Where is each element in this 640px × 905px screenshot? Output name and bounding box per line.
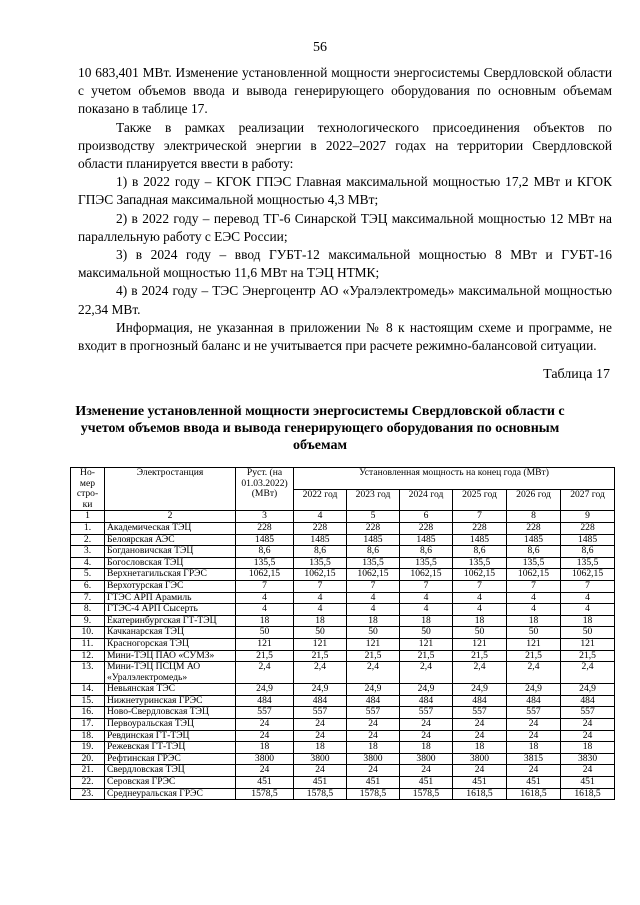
column-numbers-row xyxy=(71,511,615,523)
capacity-value: 121 xyxy=(236,638,294,650)
capacity-value: 4 xyxy=(400,604,453,616)
capacity-value: 557 xyxy=(294,707,347,719)
capacity-value: 1578,5 xyxy=(294,788,347,800)
capacity-value: 2,4 xyxy=(453,662,507,684)
row-number: 4. xyxy=(71,557,105,569)
capacity-value: 8,6 xyxy=(507,546,561,558)
station-name: Мини-ТЭЦ ПАО «СУМЗ» xyxy=(105,650,236,662)
capacity-value: 24 xyxy=(294,765,347,777)
column-number: 8 xyxy=(507,511,561,523)
capacity-value: 1485 xyxy=(453,534,507,546)
capacity-value: 18 xyxy=(347,742,400,754)
capacity-value: 24,9 xyxy=(347,684,400,696)
station-name: Серовская ГРЭС xyxy=(105,777,236,789)
capacity-value: 3800 xyxy=(236,753,294,765)
station-name: Ревдинская ГТ-ТЭЦ xyxy=(105,730,236,742)
capacity-value: 4 xyxy=(400,592,453,604)
capacity-value: 2,4 xyxy=(507,662,561,684)
station-name: Свердловская ТЭЦ xyxy=(105,765,236,777)
row-number: 15. xyxy=(71,695,105,707)
capacity-value: 24 xyxy=(400,730,453,742)
capacity-value: 21,5 xyxy=(453,650,507,662)
capacity-value: 7 xyxy=(507,580,561,592)
capacity-value: 1062,15 xyxy=(453,569,507,581)
row-number: 7. xyxy=(71,592,105,604)
row-number: 19. xyxy=(71,742,105,754)
capacity-value: 3815 xyxy=(507,753,561,765)
header-year: 2025 год xyxy=(453,489,507,511)
capacity-value: 228 xyxy=(294,522,347,534)
capacity-value: 8,6 xyxy=(347,546,400,558)
capacity-value: 50 xyxy=(507,627,561,639)
capacity-value: 24,9 xyxy=(236,684,294,696)
row-number: 2. xyxy=(71,534,105,546)
capacity-value: 121 xyxy=(453,638,507,650)
capacity-value: 24,9 xyxy=(507,684,561,696)
capacity-value: 484 xyxy=(507,695,561,707)
table-title: Изменение установленной мощности энергосистемы Свердловской области с учетом объемов ввода и вывода генерирующего оборудования по основным объемам xyxy=(75,404,565,453)
row-number: 1. xyxy=(71,522,105,534)
capacity-value: 1062,15 xyxy=(561,569,615,581)
station-name: Екатеринбургская ГТ-ТЭЦ xyxy=(105,615,236,627)
capacity-value: 24 xyxy=(400,765,453,777)
capacity-value: 484 xyxy=(236,695,294,707)
station-name: Нижнетуринская ГРЭС xyxy=(105,695,236,707)
capacity-value: 7 xyxy=(236,580,294,592)
capacity-value: 451 xyxy=(507,777,561,789)
capacity-value: 18 xyxy=(347,615,400,627)
capacity-value: 8,6 xyxy=(294,546,347,558)
row-number: 3. xyxy=(71,546,105,558)
capacity-value: 1578,5 xyxy=(347,788,400,800)
table-row xyxy=(71,765,615,777)
capacity-value: 1062,15 xyxy=(400,569,453,581)
capacity-value: 24 xyxy=(347,719,400,731)
capacity-value: 451 xyxy=(236,777,294,789)
row-number: 6. xyxy=(71,580,105,592)
capacity-value: 557 xyxy=(561,707,615,719)
capacity-value: 228 xyxy=(453,522,507,534)
capacity-value: 557 xyxy=(453,707,507,719)
capacity-value: 21,5 xyxy=(347,650,400,662)
list-item: 1) в 2022 году – КГОК ГПЭС Главная максимальной мощностью 17,2 МВт и КГОК ГПЭС Западная максимальной мощностью 4,3 МВт; xyxy=(78,174,612,208)
station-name: Белоярская АЭС xyxy=(105,534,236,546)
capacity-value: 484 xyxy=(561,695,615,707)
list-item: 3) в 2024 году – ввод ГУБТ-12 максимальной мощностью 8 МВт и ГУБТ-16 максимальной мощностью 11,6 МВт на ТЭЦ НТМК; xyxy=(78,247,612,281)
capacity-value: 18 xyxy=(400,615,453,627)
table-row xyxy=(71,580,615,592)
table-row xyxy=(71,615,615,627)
capacity-value: 24 xyxy=(236,765,294,777)
capacity-value: 24 xyxy=(236,730,294,742)
row-number: 12. xyxy=(71,650,105,662)
capacity-value: 2,4 xyxy=(400,662,453,684)
station-name: Режевская ГТ-ТЭЦ xyxy=(105,742,236,754)
capacity-value: 18 xyxy=(507,742,561,754)
capacity-value: 24 xyxy=(507,719,561,731)
capacity-value: 4 xyxy=(236,592,294,604)
table-label: Таблица 17 xyxy=(543,367,610,382)
capacity-value: 2,4 xyxy=(236,662,294,684)
capacity-value: 50 xyxy=(400,627,453,639)
capacity-value: 135,5 xyxy=(294,557,347,569)
capacity-value: 484 xyxy=(294,695,347,707)
station-name: ГТЭС-4 АРП Сысерть xyxy=(105,604,236,616)
header-row-number: Но-мер стро-ки xyxy=(71,468,105,511)
capacity-value: 24 xyxy=(294,719,347,731)
capacity-value: 24 xyxy=(347,730,400,742)
station-name: Академическая ТЭЦ xyxy=(105,522,236,534)
capacity-value: 18 xyxy=(453,742,507,754)
capacity-value: 24 xyxy=(347,765,400,777)
capacity-value: 8,6 xyxy=(561,546,615,558)
paragraph: Информация, не указанная в приложении № 8 к настоящим схеме и программе, не входит в прогнозный баланс и не учитывается при расчете режимно-балансовой ситуации. xyxy=(78,319,612,354)
capacity-value: 4 xyxy=(561,592,615,604)
capacity-value: 1062,15 xyxy=(294,569,347,581)
capacity-value: 18 xyxy=(294,742,347,754)
table-row xyxy=(71,719,615,731)
capacity-value: 24 xyxy=(507,730,561,742)
capacity-value: 7 xyxy=(400,580,453,592)
header-year: 2022 год xyxy=(294,489,347,511)
capacity-value: 557 xyxy=(507,707,561,719)
capacity-value: 484 xyxy=(453,695,507,707)
row-number: 21. xyxy=(71,765,105,777)
capacity-value: 3800 xyxy=(347,753,400,765)
capacity-value: 21,5 xyxy=(236,650,294,662)
capacity-value: 24 xyxy=(561,765,615,777)
capacity-value: 18 xyxy=(400,742,453,754)
capacity-value: 1485 xyxy=(561,534,615,546)
capacity-value: 50 xyxy=(294,627,347,639)
capacity-value: 228 xyxy=(507,522,561,534)
capacity-value: 121 xyxy=(347,638,400,650)
column-number: 2 xyxy=(105,511,236,523)
column-number: 7 xyxy=(453,511,507,523)
row-number: 13. xyxy=(71,662,105,684)
station-name: Богословская ТЭЦ xyxy=(105,557,236,569)
capacity-value: 8,6 xyxy=(453,546,507,558)
capacity-value: 1485 xyxy=(347,534,400,546)
row-number: 22. xyxy=(71,777,105,789)
station-name: Богдановичская ТЭЦ xyxy=(105,546,236,558)
row-number: 14. xyxy=(71,684,105,696)
row-number: 20. xyxy=(71,753,105,765)
header-station: Электростанция xyxy=(105,468,236,511)
capacity-value: 1578,5 xyxy=(400,788,453,800)
capacity-value: 1485 xyxy=(294,534,347,546)
station-name: Первоуральская ТЭЦ xyxy=(105,719,236,731)
capacity-value: 3800 xyxy=(453,753,507,765)
capacity-value: 1062,15 xyxy=(507,569,561,581)
column-number: 4 xyxy=(294,511,347,523)
capacity-value: 557 xyxy=(400,707,453,719)
capacity-value: 4 xyxy=(294,604,347,616)
station-name: Рефтинская ГРЭС xyxy=(105,753,236,765)
capacity-value: 24 xyxy=(561,730,615,742)
table-row xyxy=(71,742,615,754)
table-row xyxy=(71,777,615,789)
capacity-value: 1618,5 xyxy=(453,788,507,800)
table-row xyxy=(71,730,615,742)
capacity-value: 24,9 xyxy=(400,684,453,696)
capacity-value: 135,5 xyxy=(561,557,615,569)
header-year: 2026 год xyxy=(507,489,561,511)
table-row xyxy=(71,753,615,765)
capacity-value: 4 xyxy=(347,604,400,616)
capacity-value: 50 xyxy=(236,627,294,639)
table-row xyxy=(71,557,615,569)
capacity-value: 135,5 xyxy=(507,557,561,569)
capacity-value: 1062,15 xyxy=(236,569,294,581)
capacity-table xyxy=(70,467,615,800)
paragraph: Также в рамках реализации технологического присоединения объектов по производству электрической энергии в 2022–2027 годах на территории Свердловской области планируется ввести в работу: xyxy=(78,119,612,172)
capacity-value: 4 xyxy=(453,592,507,604)
capacity-value: 1485 xyxy=(236,534,294,546)
capacity-value: 1485 xyxy=(400,534,453,546)
capacity-value: 24 xyxy=(453,719,507,731)
station-name: Верхнетагильская ГРЭС xyxy=(105,569,236,581)
row-number: 11. xyxy=(71,638,105,650)
capacity-value: 7 xyxy=(294,580,347,592)
capacity-value: 21,5 xyxy=(507,650,561,662)
page-number: 56 xyxy=(313,40,327,55)
row-number: 10. xyxy=(71,627,105,639)
capacity-value: 7 xyxy=(347,580,400,592)
capacity-value: 8,6 xyxy=(400,546,453,558)
capacity-value: 18 xyxy=(236,742,294,754)
list-item: 4) в 2024 году – ТЭС Энергоцентр АО «Уралэлектромедь» максимальной мощностью 22,34 МВт. xyxy=(78,283,612,317)
capacity-value: 50 xyxy=(453,627,507,639)
capacity-value: 24,9 xyxy=(294,684,347,696)
capacity-value: 228 xyxy=(561,522,615,534)
table-row xyxy=(71,569,615,581)
capacity-value: 4 xyxy=(507,592,561,604)
station-name: Мини-ТЭЦ ПСЦМ АО «Уралэлектромедь» xyxy=(105,662,236,684)
capacity-value: 18 xyxy=(561,742,615,754)
table-row xyxy=(71,662,615,684)
header-p-ust: Pуст. (на 01.03.2022) (МВт) xyxy=(236,468,294,511)
capacity-value: 121 xyxy=(561,638,615,650)
station-name: Ново-Свердловская ТЭЦ xyxy=(105,707,236,719)
capacity-value: 451 xyxy=(294,777,347,789)
body-text xyxy=(78,64,612,355)
capacity-value: 4 xyxy=(347,592,400,604)
table-row xyxy=(71,604,615,616)
capacity-value: 1062,15 xyxy=(347,569,400,581)
capacity-value: 18 xyxy=(453,615,507,627)
capacity-value: 21,5 xyxy=(294,650,347,662)
capacity-value: 4 xyxy=(453,604,507,616)
capacity-value: 2,4 xyxy=(561,662,615,684)
capacity-value: 557 xyxy=(236,707,294,719)
column-number: 5 xyxy=(347,511,400,523)
station-name: Красногорская ТЭЦ xyxy=(105,638,236,650)
row-number: 5. xyxy=(71,569,105,581)
header-year: 2027 год xyxy=(561,489,615,511)
capacity-value: 24 xyxy=(453,730,507,742)
row-number: 18. xyxy=(71,730,105,742)
column-number: 3 xyxy=(236,511,294,523)
capacity-value: 4 xyxy=(561,604,615,616)
paragraph: 10 683,401 МВт. Изменение установленной мощности энергосистемы Свердловской области с учетом объемов ввода и вывода генерирующего оборудования по основным объемам показано в таблице 17. xyxy=(78,65,612,117)
capacity-value: 3800 xyxy=(400,753,453,765)
station-name: Качканарская ТЭЦ xyxy=(105,627,236,639)
capacity-value: 1618,5 xyxy=(507,788,561,800)
row-number: 9. xyxy=(71,615,105,627)
station-name: Верхотурская ГЭС xyxy=(105,580,236,592)
capacity-value: 451 xyxy=(347,777,400,789)
capacity-value: 135,5 xyxy=(347,557,400,569)
capacity-value: 50 xyxy=(561,627,615,639)
capacity-value: 228 xyxy=(400,522,453,534)
capacity-value: 24 xyxy=(561,719,615,731)
capacity-value: 451 xyxy=(453,777,507,789)
column-number: 6 xyxy=(400,511,453,523)
table-body xyxy=(71,522,615,799)
capacity-value: 557 xyxy=(347,707,400,719)
capacity-value: 2,4 xyxy=(294,662,347,684)
capacity-value: 24 xyxy=(507,765,561,777)
station-name: Невьянская ТЭС xyxy=(105,684,236,696)
table-row xyxy=(71,638,615,650)
list-item: 2) в 2022 году – перевод ТГ-6 Синарской ТЭЦ максимальной мощностью 12 МВт на параллельную работу с ЕЭС России; xyxy=(78,210,612,244)
table-row xyxy=(71,546,615,558)
capacity-value: 451 xyxy=(561,777,615,789)
capacity-value: 24,9 xyxy=(561,684,615,696)
table-row xyxy=(71,788,615,800)
capacity-value: 3830 xyxy=(561,753,615,765)
capacity-value: 484 xyxy=(400,695,453,707)
capacity-value: 228 xyxy=(347,522,400,534)
capacity-value: 24,9 xyxy=(453,684,507,696)
capacity-value: 50 xyxy=(347,627,400,639)
capacity-value: 228 xyxy=(236,522,294,534)
capacity-value: 1578,5 xyxy=(236,788,294,800)
row-number: 17. xyxy=(71,719,105,731)
capacity-value: 2,4 xyxy=(347,662,400,684)
capacity-value: 24 xyxy=(400,719,453,731)
capacity-value: 121 xyxy=(400,638,453,650)
capacity-value: 24 xyxy=(236,719,294,731)
capacity-value: 21,5 xyxy=(561,650,615,662)
capacity-value: 121 xyxy=(507,638,561,650)
row-number: 8. xyxy=(71,604,105,616)
capacity-value: 18 xyxy=(294,615,347,627)
capacity-value: 4 xyxy=(236,604,294,616)
table-row xyxy=(71,522,615,534)
table-row xyxy=(71,534,615,546)
header-group: Установленная мощность на конец года (МВт) xyxy=(294,468,615,490)
capacity-value: 21,5 xyxy=(400,650,453,662)
row-number: 23. xyxy=(71,788,105,800)
column-number: 1 xyxy=(71,511,105,523)
capacity-value: 135,5 xyxy=(236,557,294,569)
capacity-value: 18 xyxy=(236,615,294,627)
table-row xyxy=(71,627,615,639)
capacity-value: 8,6 xyxy=(236,546,294,558)
capacity-value: 18 xyxy=(507,615,561,627)
station-name: Среднеуральская ГРЭС xyxy=(105,788,236,800)
table-row xyxy=(71,707,615,719)
row-number: 16. xyxy=(71,707,105,719)
capacity-value: 451 xyxy=(400,777,453,789)
table-row xyxy=(71,684,615,696)
column-number: 9 xyxy=(561,511,615,523)
capacity-value: 24 xyxy=(294,730,347,742)
capacity-value: 7 xyxy=(561,580,615,592)
capacity-value: 135,5 xyxy=(453,557,507,569)
table-row xyxy=(71,650,615,662)
capacity-value: 4 xyxy=(507,604,561,616)
capacity-value: 135,5 xyxy=(400,557,453,569)
capacity-value: 18 xyxy=(561,615,615,627)
station-name: ГТЭС АРП Арамиль xyxy=(105,592,236,604)
capacity-value: 24 xyxy=(453,765,507,777)
capacity-value: 1485 xyxy=(507,534,561,546)
capacity-value: 7 xyxy=(453,580,507,592)
capacity-value: 4 xyxy=(294,592,347,604)
table-row xyxy=(71,592,615,604)
capacity-value: 3800 xyxy=(294,753,347,765)
table-row xyxy=(71,695,615,707)
header-year: 2024 год xyxy=(400,489,453,511)
capacity-value: 484 xyxy=(347,695,400,707)
capacity-value: 121 xyxy=(294,638,347,650)
capacity-value: 1618,5 xyxy=(561,788,615,800)
header-year: 2023 год xyxy=(347,489,400,511)
